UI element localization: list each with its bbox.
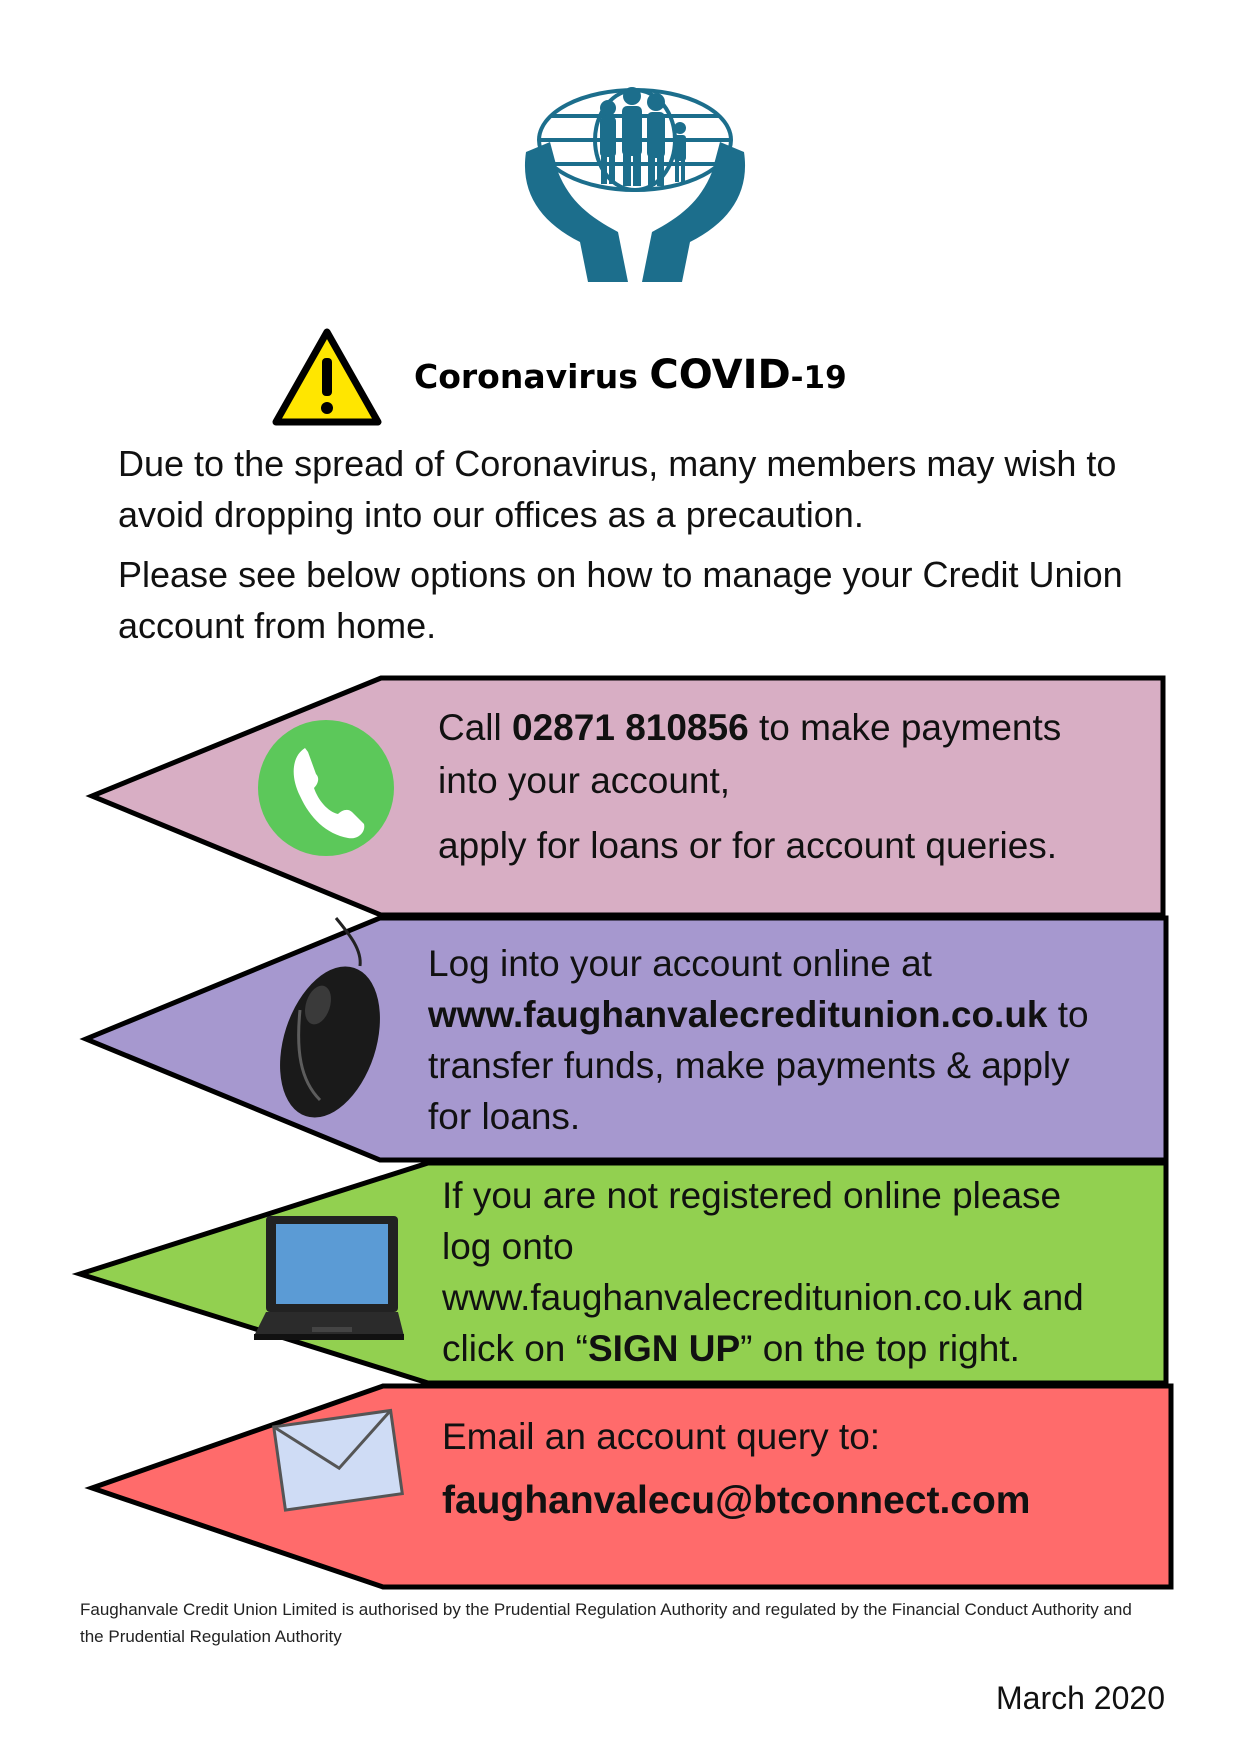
phone-number[interactable]: 02871 810856 [512, 707, 749, 748]
register-option-line-3[interactable]: www.faughanvalecreditunion.co.uk and [442, 1277, 1084, 1318]
online-option-line-1: Log into your account online at [428, 943, 932, 984]
phone-icon [258, 720, 394, 856]
laptop-icon [254, 1216, 404, 1340]
phone-option-line-2: into your account, [438, 760, 731, 801]
phone-option-line-1: Call 02871 810856 to make payments [438, 707, 1062, 748]
sign-up-label: SIGN UP [587, 1328, 741, 1369]
website-link[interactable]: www.faughanvalecreditunion.co.uk [428, 994, 1048, 1035]
phone-option-line-3: apply for loans or for account queries. [438, 825, 1058, 866]
register-option-line-4: click on “SIGN UP” on the top right. [442, 1328, 1020, 1369]
page-title: Coronavirus COVID-19 [414, 352, 847, 398]
date-label: March 2020 [996, 1680, 1165, 1716]
online-option-line-2: www.faughanvalecreditunion.co.uk to [428, 994, 1089, 1035]
intro-paragraph-2: Please see below options on how to manage your Credit Union account from home. [118, 554, 1123, 646]
email-option-line-1: Email an account query to: [442, 1416, 881, 1457]
register-option-line-2: log onto [442, 1226, 574, 1267]
email-address-link[interactable]: faughanvalecu@btconnect.com [442, 1479, 1031, 1522]
online-option-line-4: for loans. [428, 1096, 581, 1137]
register-option-line-1: If you are not registered online please [442, 1175, 1062, 1216]
online-option-line-3: transfer funds, make payments & apply [428, 1045, 1070, 1086]
footer-disclaimer: Faughanvale Credit Union Limited is authorised by the Prudential Regulation Authority and regulated by the Financial Conduct Authority and the Prudential Regulation Authority [80, 1600, 1132, 1646]
intro-paragraph-1: Due to the spread of Coronavirus, many members may wish to avoid dropping into our offices as a precaution. [118, 443, 1117, 535]
envelope-icon [274, 1410, 403, 1510]
